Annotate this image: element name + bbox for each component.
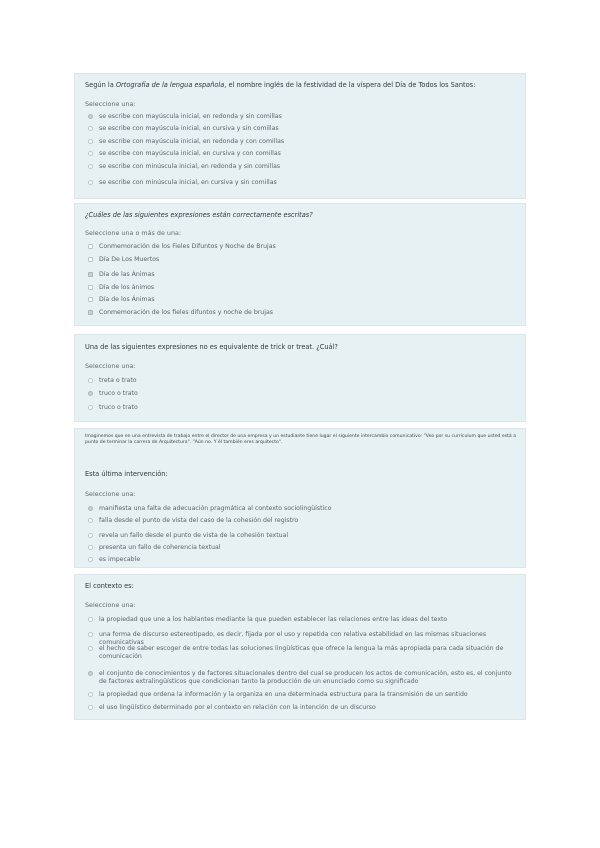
option[interactable]: truco o trato: [88, 390, 517, 400]
radio-button[interactable]: [88, 391, 93, 396]
option[interactable]: el conjunto de conocimientos y de factores situacionales dentro del cual se producen los actos de comunicación, esto es, el conjunto de factores extralingüísticos que condicionan tanto la producción de un enunciado como su significado: [88, 670, 517, 690]
radio-button[interactable]: [88, 533, 93, 538]
radio-button[interactable]: [88, 705, 93, 710]
radio-button[interactable]: [88, 646, 93, 651]
question-text: Esta última intervención:: [85, 470, 168, 478]
radio-button[interactable]: [88, 378, 93, 383]
checkbox[interactable]: [88, 244, 93, 249]
radio-button[interactable]: [88, 692, 93, 697]
option[interactable]: se escribe con mayúscula inicial, en redonda y con comillas: [88, 138, 517, 148]
question-card-3: [74, 334, 526, 422]
option[interactable]: Día De Los Muertos: [88, 256, 517, 266]
radio-button[interactable]: [88, 405, 93, 410]
radio-button[interactable]: [88, 114, 93, 119]
radio-button[interactable]: [88, 506, 93, 511]
option[interactable]: revela un fallo desde el punto de vista de la cohesión textual: [88, 532, 517, 542]
checkbox[interactable]: [88, 285, 93, 290]
instruction: Seleccione una:: [85, 362, 136, 370]
option[interactable]: Día de los Ánimas: [88, 296, 517, 306]
checkbox[interactable]: [88, 257, 93, 262]
option[interactable]: una forma de discurso estereotipado, es decir, fijada por el uso y repetida con relativa estabilidad en las mismas situaciones comunicativas: [88, 631, 517, 641]
option[interactable]: la propiedad que ordena la información y la organiza en una determinada estructura para la transmisión de un sentido: [88, 691, 517, 701]
option[interactable]: Conmemoración de los Fieles Difuntos y Noche de Brujas: [88, 243, 517, 253]
question-text: Una de las siguientes expresiones no es equivalente de trick or treat. ¿Cuál?: [85, 343, 338, 351]
option[interactable]: treta o trato: [88, 377, 517, 387]
instruction: Seleccione una o más de una:: [85, 229, 182, 237]
option[interactable]: truco o trato: [88, 404, 517, 414]
option[interactable]: Día de las Ánimas: [88, 271, 517, 281]
option[interactable]: se escribe con mayúscula inicial, en cursiva y con comillas: [88, 150, 517, 160]
radio-button[interactable]: [88, 164, 93, 169]
question-text: ¿Cuáles de las siguientes expresiones están correctamente escritas?: [85, 211, 313, 219]
radio-button[interactable]: [88, 518, 93, 523]
option[interactable]: el uso lingüístico determinado por el contexto en relación con la intención de un discurso: [88, 704, 517, 714]
checkbox[interactable]: [88, 272, 93, 277]
option[interactable]: es impecable: [88, 556, 517, 566]
option[interactable]: presenta un fallo de coherencia textual: [88, 544, 517, 554]
checkbox[interactable]: [88, 310, 93, 315]
option[interactable]: se escribe con minúscula inicial, en redonda y sin comillas: [88, 163, 517, 173]
radio-button[interactable]: [88, 671, 93, 676]
radio-button[interactable]: [88, 617, 93, 622]
radio-button[interactable]: [88, 180, 93, 185]
option[interactable]: se escribe con mayúscula inicial, en redonda y sin comillas: [88, 113, 517, 123]
radio-button[interactable]: [88, 632, 93, 637]
radio-button[interactable]: [88, 126, 93, 131]
question-card-2: [74, 203, 526, 326]
question-card-4: [74, 428, 526, 568]
question-text: El contexto es:: [85, 582, 134, 590]
option[interactable]: el hecho de saber escoger de entre todas las soluciones lingüísticas que ofrece la lengua la más apropiada para cada situación de comunicación: [88, 645, 517, 665]
instruction: Seleccione una:: [85, 490, 136, 498]
option[interactable]: Conmemoración de los fieles difuntos y noche de brujas: [88, 309, 517, 319]
instruction: Seleccione una:: [85, 100, 136, 108]
radio-button[interactable]: [88, 139, 93, 144]
option[interactable]: la propiedad que une a los hablantes mediante la que pueden establecer las relaciones entre las ideas del texto: [88, 616, 517, 626]
option[interactable]: se escribe con minúscula inicial, en cursiva y sin comillas: [88, 179, 517, 189]
checkbox[interactable]: [88, 297, 93, 302]
radio-button[interactable]: [88, 151, 93, 156]
radio-button[interactable]: [88, 557, 93, 562]
option[interactable]: Día de los ánimos: [88, 284, 517, 294]
radio-button[interactable]: [88, 545, 93, 550]
instruction: Seleccione una:: [85, 601, 136, 609]
question-text: Según la Ortografía de la lengua española, el nombre inglés de la festividad de la víspera del Día de Todos los Santos:: [85, 81, 476, 89]
context-paragraph: Imaginemos que en una entrevista de trabajo entre el director de una empresa y un estudiante tiene lugar el siguiente intercambio comunicativo: "Veo por su currículum que usted está a punto de terminar la carrera de Arquitectura". "Aún no. Y él también eres arquitecto".: [85, 434, 517, 446]
question-card-5: [74, 574, 526, 720]
question-card-1: [74, 73, 526, 199]
option[interactable]: falla desde el punto de vista del caso de la cohesión del registro: [88, 517, 517, 527]
option[interactable]: se escribe con mayúscula inicial, en cursiva y sin comillas: [88, 125, 517, 135]
option[interactable]: manifiesta una falta de adecuación pragmática al contexto sociolingüístico: [88, 505, 517, 515]
